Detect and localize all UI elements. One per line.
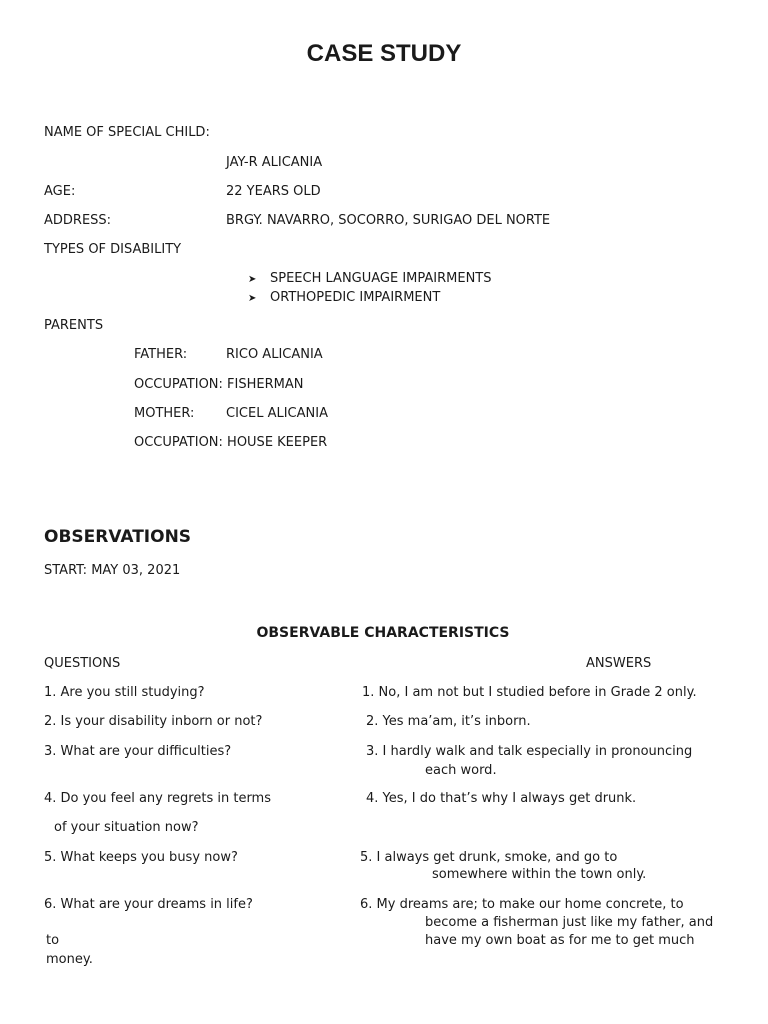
address-value: BRGY. NAVARRO, SOCORRO, SURIGAO DEL NORTE — [226, 213, 551, 228]
start-date: START: MAY 03, 2021 — [44, 563, 181, 578]
answer-3-line-2: each word. — [425, 763, 497, 778]
parents-label: PARENTS — [44, 318, 104, 333]
answer-6-line-2: become a fisherman just like my father, and — [425, 915, 714, 930]
answer-6-line-1: 6. My dreams are; to make our home concrete, to — [360, 897, 684, 912]
age-label: AGE: — [44, 184, 76, 199]
question-6-line-2: to — [46, 933, 60, 948]
question-5: 5. What keeps you busy now? — [44, 850, 238, 865]
characteristics-heading: OBSERVABLE CHARACTERISTICS — [256, 625, 510, 641]
answer-3-line-1: 3. I hardly walk and talk especially in pronouncing — [366, 744, 693, 759]
arrow-bullet-icon: ➤ — [248, 293, 257, 304]
father-value: RICO ALICANIA — [226, 347, 323, 362]
question-3: 3. What are your difficulties? — [44, 744, 232, 759]
question-6-line-1: 6. What are your dreams in life? — [44, 897, 253, 912]
question-4-line-1: 4. Do you feel any regrets in terms — [44, 791, 271, 806]
answer-4: 4. Yes, I do that’s why I always get drunk. — [366, 791, 637, 806]
mother-value: CICEL ALICANIA — [226, 406, 328, 421]
answer-6-line-3: have my own boat as for me to get much — [425, 933, 695, 948]
father-label: FATHER: — [134, 347, 188, 362]
question-2: 2. Is your disability inborn or not? — [44, 714, 263, 729]
father-occupation: OCCUPATION: FISHERMAN — [134, 377, 304, 392]
answer-2: 2. Yes ma’am, it’s inborn. — [366, 714, 531, 729]
mother-occupation: OCCUPATION: HOUSE KEEPER — [134, 435, 328, 450]
mother-label: MOTHER: — [134, 406, 195, 421]
name-label: NAME OF SPECIAL CHILD: — [44, 125, 210, 140]
disability-label: TYPES OF DISABILITY — [44, 242, 182, 257]
list-item — [248, 290, 440, 307]
age-value: 22 YEARS OLD — [226, 184, 321, 199]
answer-5-line-2: somewhere within the town only. — [432, 867, 647, 882]
question-6-line-3: money. — [46, 952, 93, 967]
question-4-line-2: of your situation now? — [54, 820, 199, 835]
answers-label: ANSWERS — [586, 656, 652, 671]
arrow-bullet-icon: ➤ — [248, 274, 257, 285]
address-label: ADDRESS: — [44, 213, 112, 228]
list-item — [248, 271, 492, 288]
observations-heading: OBSERVATIONS — [44, 527, 192, 547]
page-title: CASE STUDY — [306, 40, 462, 67]
answer-5-line-1: 5. I always get drunk, smoke, and go to — [360, 850, 618, 865]
disability-item: ORTHOPEDIC IMPAIRMENT — [270, 290, 441, 305]
name-value: JAY-R ALICANIA — [226, 155, 323, 170]
question-1: 1. Are you still studying? — [44, 685, 205, 700]
answer-1: 1. No, I am not but I studied before in Grade 2 only. — [362, 685, 697, 700]
questions-label: QUESTIONS — [44, 656, 121, 671]
disability-item: SPEECH LANGUAGE IMPAIRMENTS — [270, 271, 492, 286]
